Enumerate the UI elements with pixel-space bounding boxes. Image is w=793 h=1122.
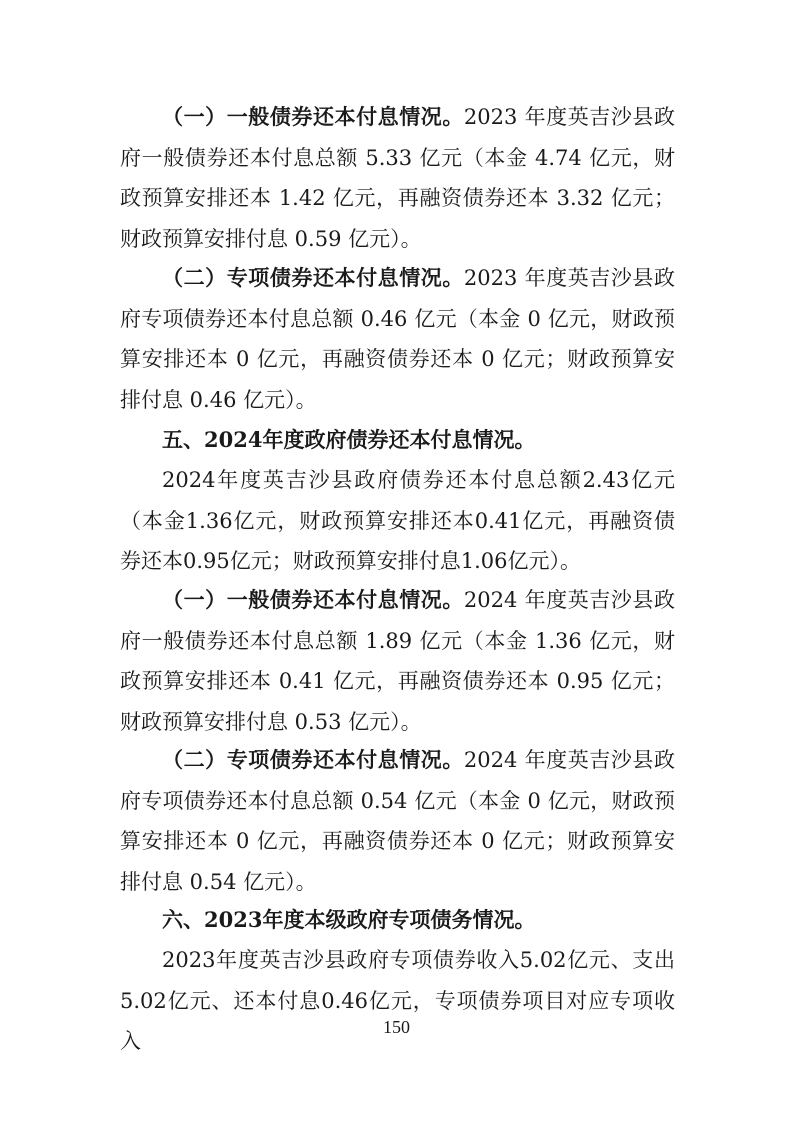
special-bond-2023-lead: （二）专项债券还本付息情况。 (162, 265, 464, 290)
section-6-summary: 2023年度英吉沙县政府专项债券收入5.02亿元、支出5.02亿元、还本付息0.46亿元，专项债券项目对应专项收入 (120, 948, 675, 1053)
special-bond-2024-paragraph (120, 740, 675, 902)
general-bond-2024-paragraph (120, 580, 675, 742)
page-number: 150 (383, 1017, 410, 1037)
special-bond-2023-paragraph (120, 258, 675, 420)
special-bond-2024-lead: （二）专项债券还本付息情况。 (162, 747, 464, 772)
general-bond-2023-paragraph (120, 97, 675, 259)
section-5-summary: 2024年度英吉沙县政府债券还本付息总额2.43亿元（本金1.36亿元，财政预算安排还本0.41亿元，再融资债券还本0.95亿元；财政预算安排付息1.06亿元）。 (120, 468, 675, 573)
general-bond-2023-lead: （一）一般债券还本付息情况。 (162, 104, 464, 129)
general-bond-2024-lead: （一）一般债券还本付息情况。 (162, 587, 464, 612)
special-bond-2024-body: 2024 年度英吉沙县政府专项债券还本付息总额 0.54 亿元（本金 0 亿元，财政预算安排还本 0 亿元，再融资债券还本 0 亿元；财政预算安排付息 0.54 亿元）。 (120, 748, 675, 894)
section-6-heading: 六、2023年度本级政府专项债务情况。 (162, 907, 536, 932)
special-bond-2023-body: 2023 年度英吉沙县政府专项债券还本付息总额 0.46 亿元（本金 0 亿元，财政预算安排还本 0 亿元，再融资债券还本 0 亿元；财政预算安排付息 0.46 亿元）。 (120, 266, 675, 412)
general-bond-2024-body: 2024 年度英吉沙县政府一般债券还本付息总额 1.89 亿元（本金 1.36 亿元，财政预算安排还本 0.41 亿元，再融资债券还本 0.95 亿元；财政预算安排付息 0.53 亿元）。 (120, 588, 675, 734)
section-5-heading: 五、2024年度政府债券还本付息情况。 (162, 427, 536, 452)
general-bond-2023-body: 2023 年度英吉沙县政府一般债券还本付息总额 5.33 亿元（本金 4.74 亿元，财政预算安排还本 1.42 亿元，再融资债券还本 3.32 亿元；财政预算安排付息 0.59 亿元）。 (120, 105, 675, 251)
